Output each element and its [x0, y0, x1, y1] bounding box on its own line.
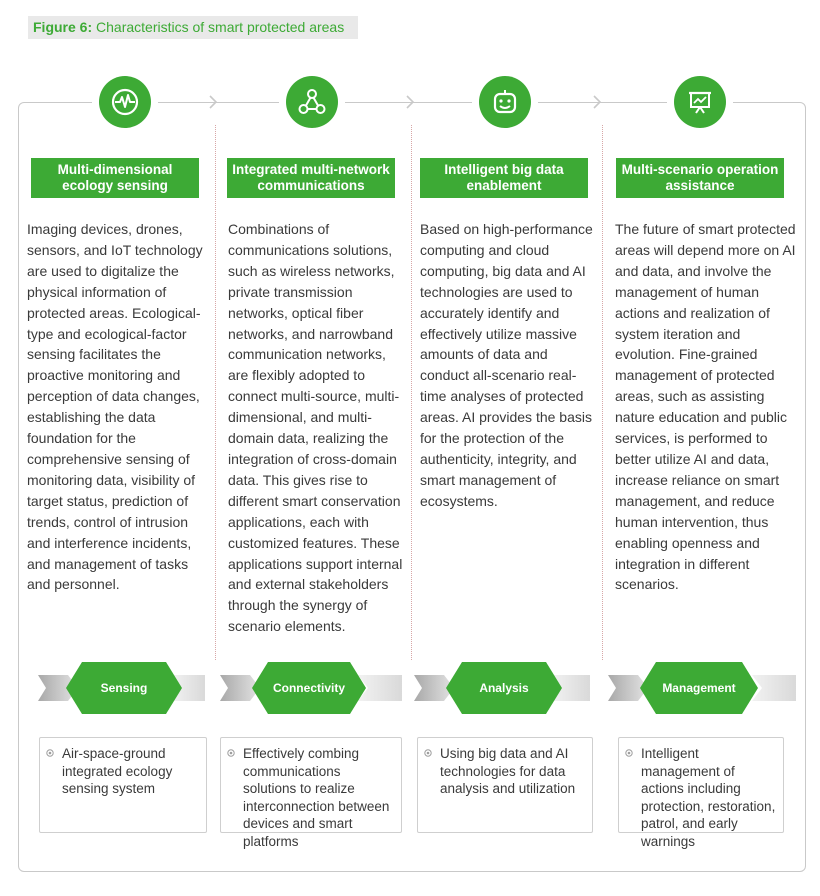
bullet-icon [227, 749, 235, 757]
network-nodes-icon [286, 76, 338, 128]
figure-label: Figure 6: [33, 19, 93, 35]
feature-text: Effectively combing communications solutions to realize interconnection between devices and smart platforms [243, 746, 390, 849]
feature-text: Using big data and AI technologies for data analysis and utilization [440, 746, 576, 796]
column-text-sensing: Imaging devices, drones, sensors, and IoT technology are used to digitalize the physical information of protected areas. Ecological-type and ecological-factor sensing facilitates the proactive monitoring and perception of data changes, establishing the data foundation for the comprehensive sensing of monitoring data, visibility of target status, prediction of trends, control of intrusion and interference incidents, and management of tasks and personnel. [27, 221, 203, 593]
feature-box-sensing [39, 737, 207, 833]
feature-box-analysis [417, 737, 593, 833]
column-text-communications: Combinations of communications solutions, such as wireless networks, private transmission networks, optical fiber networks, and narrowband communication networks, are flexibly adopted to connect multi-source, multi-dimensional, and multi-domain data, realizing the integration of cross-domain data. This gives rise to different smart conservation applications, each with customized features. These applications support internal and external stakeholders through the synergy of scenario elements. [228, 221, 403, 635]
feature-text: Air-space-ground integrated ecology sensing system [62, 746, 173, 796]
stage-sensing: Sensing [100, 681, 148, 695]
heartbeat-monitor-icon [99, 76, 151, 128]
column-heading-big-data: Intelligent big data enablement [420, 158, 588, 198]
bullet-icon [424, 749, 432, 757]
figure-caption: Characteristics of smart protected areas [96, 19, 345, 35]
stage-analysis: Analysis [479, 681, 529, 695]
column-text-operation: The future of smart protected areas will depend more on AI and data, and involve the management of human actions and realization of system iteration and evolution. Fine-grained management of protected areas, such as assisting nature education and public services, is performed to better utilize AI and data, increase reliance on smart management, and reduce human intervention, thus enabling openness and integration in different scenarios. [615, 221, 796, 593]
chevron-right-icon [208, 95, 218, 109]
presentation-board-icon [674, 76, 726, 128]
chevron-right-icon [592, 95, 602, 109]
column-heading-communications: Integrated multi-network communications [227, 158, 395, 198]
figure-title [28, 16, 358, 39]
bullet-icon [625, 749, 633, 757]
bullet-icon [46, 749, 54, 757]
column-heading-operation: Multi-scenario operation assistance [616, 158, 784, 198]
feature-box-connectivity [220, 737, 402, 849]
chevron-right-icon [405, 95, 415, 109]
feature-text: Intelligent management of actions including protection, restoration, patrol, and early warnings [641, 746, 776, 849]
stage-connectivity: Connectivity [272, 681, 345, 695]
robot-face-icon [479, 76, 531, 128]
stage-management: Management [662, 681, 736, 695]
column-text-big-data: Based on high-performance computing and cloud computing, big data and AI technologies are used to accurately identify and effectively utilize massive amounts of data and conduct all-scenario real-time analyses of protected areas. AI provides the basis for the protection of the authenticity, integrity, and smart management of ecosystems. [420, 221, 593, 509]
column-heading-sensing: Multi-dimensional ecology sensing [31, 158, 199, 198]
feature-box-management [618, 737, 784, 849]
